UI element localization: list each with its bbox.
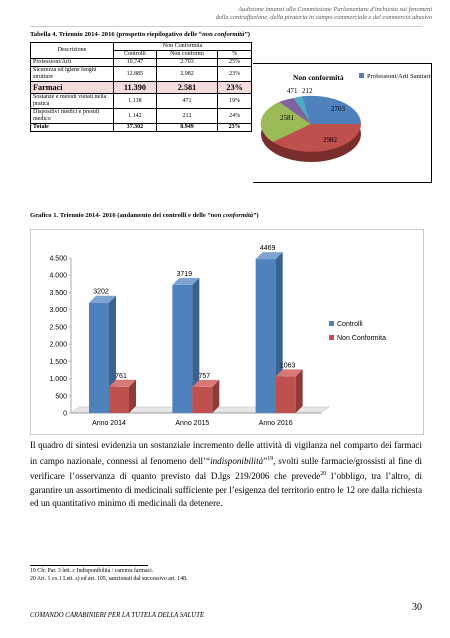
row-controlli: 12.885 [114, 67, 157, 82]
footnote-20: 20 Art. 1 co.1 Lett. s) ed art. 105, sanzionati dal successivo art. 148. [30, 576, 188, 582]
row-nonconf: 8.949 [156, 124, 217, 132]
table-row [31, 109, 252, 124]
row-nonconf: 212 [156, 109, 217, 124]
bar-value-label: 761 [115, 372, 127, 380]
legend-swatch [329, 321, 334, 326]
legend-label: Controlli [337, 321, 363, 328]
bar-non-conformita [276, 376, 296, 413]
pie-legend-swatch [359, 73, 364, 78]
row-nonconf: 2.982 [156, 67, 217, 82]
x-tick-label: Anno 2015 [175, 420, 210, 427]
row-label: Sicurezza ed igiene luoghi strutture [31, 67, 114, 82]
legend-swatch [329, 335, 334, 340]
row-controlli: 10.747 [114, 59, 157, 67]
pie-legend-text: Professioni/Arti Sanitarie [367, 73, 431, 80]
para-italic: indisponibilità [210, 455, 264, 466]
para-text-3: , svolti sulle farmacie/grossisti al fine di verificare l’osservanza di quanto previsto dal D.lgs 219/2006 che prevede [30, 455, 422, 482]
footnote-19: 19 Cfr. Par. 3 lett. c Indisponibilità / carenza farmaci. [30, 568, 154, 574]
pie-chart-box [253, 63, 432, 183]
row-label: Professioni/Arti [31, 59, 114, 67]
bar-controlli [256, 259, 276, 413]
footnote-ref-20[interactable]: 20 [320, 471, 327, 478]
header-non-conformita: Non Conformità [114, 43, 252, 51]
bar-side [296, 369, 303, 413]
row-pct: 25% [218, 59, 252, 67]
bar-controlli [89, 303, 109, 413]
row-label: Farmaci [31, 82, 114, 94]
header-line-1: Audizione innanzi alla Commissione Parlamentare d'inchiesta sui fenomeni [238, 6, 432, 13]
table-row [31, 94, 252, 109]
row-nonconf: 2.581 [156, 82, 217, 94]
row-controlli: 11.390 [114, 82, 157, 94]
legend-label: Non Conformita [337, 335, 387, 342]
body-paragraph [30, 439, 422, 511]
para-text-2: ” [263, 455, 268, 466]
header-divider [30, 26, 422, 27]
row-pct: 23% [218, 82, 252, 94]
table-title-suffix: ”) [244, 31, 250, 38]
table-row-highlight [31, 82, 252, 94]
row-label: Totale [31, 124, 114, 132]
page-number: 30 [412, 602, 422, 613]
header-non-conformi: Non conformi [156, 51, 217, 59]
header-controlli: Controlli [114, 51, 157, 59]
pie-label-212: 212 [302, 87, 313, 95]
chart-title-italic: non conformità [210, 212, 254, 219]
row-nonconf: 471 [156, 94, 217, 109]
y-tick-label: 500 [55, 393, 67, 401]
pie-label-2982: 2982 [323, 136, 337, 144]
chart-title [30, 212, 259, 219]
row-label: Dispositivi medici e presidi medico [31, 109, 114, 124]
row-controlli: 1.138 [114, 94, 157, 109]
pie-label-2703: 2703 [331, 105, 345, 113]
table-title [30, 31, 250, 38]
y-tick-label: 3.500 [49, 289, 67, 297]
summary-table [30, 42, 252, 132]
y-tick-label: 3.000 [49, 307, 67, 315]
row-pct: 19% [218, 94, 252, 109]
header-descrizione: Descrizione [31, 43, 114, 59]
bar-controlli [172, 285, 192, 413]
y-tick-label: 0 [63, 410, 67, 418]
row-controlli: 1.142 [114, 109, 157, 124]
row-pct: 23% [218, 67, 252, 82]
pie-title: Non conformità [293, 73, 344, 82]
bar-value-label: 3719 [176, 270, 193, 278]
page-footer: COMANDO CARABINIERI PER LA TUTELA DELLA SALUTE [30, 612, 205, 619]
page-header [60, 6, 432, 22]
y-tick-label: 2.000 [49, 341, 67, 349]
row-pct: 23% [218, 124, 252, 132]
x-tick-label: Anno 2014 [92, 420, 126, 427]
footnote-divider [30, 565, 148, 566]
table-title-italic: non conformità [202, 31, 245, 38]
table-row-total [31, 124, 252, 132]
pie-chart [253, 64, 431, 182]
table-row [31, 59, 252, 67]
pie-label-2581: 2581 [280, 114, 294, 122]
para-text-4: l’obbligo, tra l’altro, di garantire un assortimento di medicinali sufficiente per l’esigenza del territorio entro le 12 ore dalla richiesta ed un quantitativo minimo di medicinali da detenere. [30, 471, 422, 509]
bar-value-label: 3202 [93, 288, 109, 296]
bar-non-conformita [109, 387, 129, 413]
row-nonconf: 2.703 [156, 59, 217, 67]
bar-value-label: 1063 [279, 362, 296, 370]
bar-value-label: 4469 [259, 245, 276, 253]
pie-slices [261, 96, 361, 152]
x-tick-label: Anno 2016 [258, 420, 293, 427]
chart-title-text: Grafico 1. Triennio 2014- 2016 (andamento dei controlli e delle “ [30, 212, 211, 219]
pie-legend-label [367, 73, 431, 80]
footnote-ref-19[interactable]: 19 [267, 455, 274, 462]
y-tick-label: 1.000 [49, 376, 67, 384]
y-tick-label: 4.000 [49, 272, 67, 280]
bar-non-conformita [192, 387, 212, 413]
table-title-text: Tabella 4. Triennio 2014- 2016 (prospetto riepilogativo delle “ [30, 31, 203, 38]
table-row [31, 67, 252, 82]
para-text-1: Il quadro di sintesi evidenzia un sostanziale incremento delle attività di vigilanza nel comparto dei farmaci in campo nazionale, connessi al fenomeno dell’“ [30, 440, 422, 466]
pie-label-471: 471 [287, 87, 298, 95]
y-tick-label: 1.500 [49, 358, 67, 366]
chart-title-suffix: ”) [253, 212, 259, 219]
bar-value-label: 757 [198, 372, 211, 380]
bar-chart [31, 230, 423, 434]
y-tick-label: 4.500 [49, 255, 67, 263]
y-tick-label: 2.500 [49, 324, 67, 332]
row-controlli: 37.302 [114, 124, 157, 132]
bar-chart-box [30, 229, 424, 435]
row-label: Sostanze e metodi vietati nella pratica [31, 94, 114, 109]
row-pct: 24% [218, 109, 252, 124]
header-line-2: della contraffazione, della pirateria in campo commerciale e del commercio abusivo [215, 14, 432, 21]
header-pct: % [218, 51, 252, 59]
